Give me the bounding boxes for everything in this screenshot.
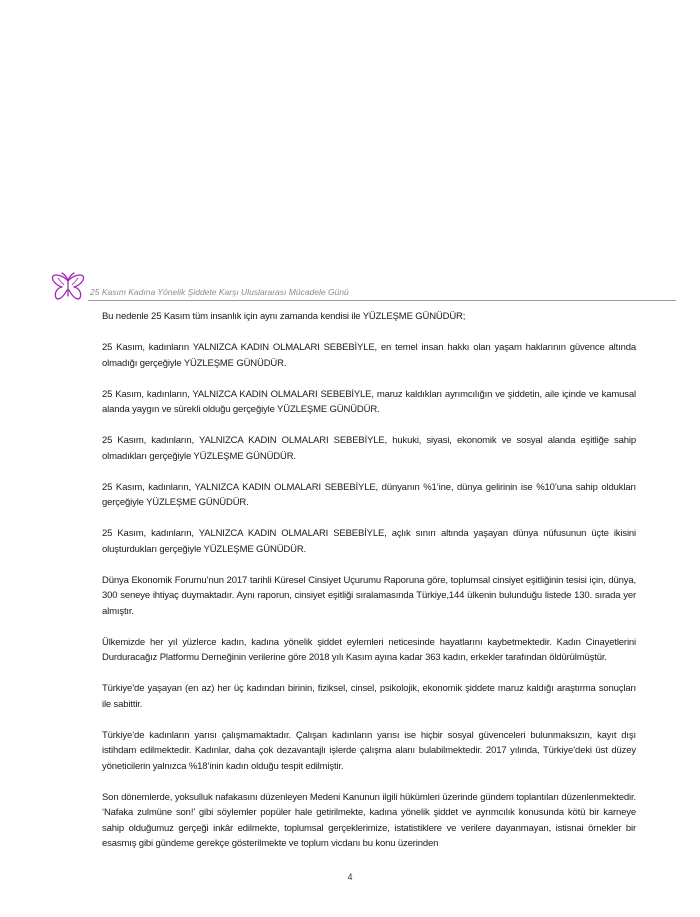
paragraph: Son dönemlerde, yoksulluk nafakasını düzenleyen Medeni Kanunun ilgili hükümleri üzerinde gündem toplantıları düzenlenmektedir. ‘Nafaka zulmüne son!’ gibi söylemler popüler hale getirilmekte, kadına yönelik şiddet ve ayrımcılık konusunda kötü bir karneye sahip olduğumuz gerçeği inkâr edilmekte, toplumsal gerçeklerimize, istatistiklere ve verilere dayanmayan, istisnai örnekler bir esasmış gibi gündeme gerekçe gösterilmekte ve toplum vicdanı bu konu üzerinden — [102, 791, 636, 849]
paragraph: 25 Kasım, kadınların, YALNIZCA KADIN OLMALARI SEBEBİYLE, açlık sınırı altında yaşayan dünya nüfusunun üçte ikisini oluşturdukları gerçeğiyle YÜZLEŞME GÜNÜDÜR. — [102, 528, 636, 555]
butterfly-icon — [50, 272, 86, 304]
document-body — [102, 309, 636, 867]
paragraph: Dünya Ekonomik Forumu’nun 2017 tarihli Küresel Cinsiyet Uçurumu Raporuna göre, toplumsal cinsiyet eşitliğinin tesisi için, dünya, 300 seneye ihtiyaç duymaktadır. Aynı raporun, cinsiyet eşitliği sıralamasında Türkiye,144 ülkenin bulunduğu listede 130. sırada yer almıştır. — [102, 574, 636, 617]
paragraph: 25 Kasım, kadınların, YALNIZCA KADIN OLMALARI SEBEBİYLE, maruz kaldıkları ayrımcılığın ve şiddetin, aile içinde ve kamusal alanda yaygın ve sürekli olduğu gerçeğiyle YÜZLEŞME GÜNÜDÜR. — [102, 388, 636, 415]
page-number: 4 — [347, 872, 353, 882]
paragraph: Ülkemizde her yıl yüzlerce kadın, kadına yönelik şiddet eylemleri neticesinde hayatlarını kaybetmektedir. Kadın Cinayetlerini Durduracağız Platformu Derneğinin verilerine göre 2018 yılı Kasım ayına kadar 363 kadın, erkekler tarafından öldürülmüştür. — [102, 636, 636, 663]
page-header — [50, 272, 678, 304]
paragraph: 25 Kasım, kadınların, YALNIZCA KADIN OLMALARI SEBEBİYLE, hukuki, siyasi, ekonomik ve sosyal alanda eşitliğe sahip olmadıkları gerçeğiyle YÜZLEŞME GÜNÜDÜR. — [102, 435, 636, 462]
header-title: 25 Kasım Kadına Yönelik Şiddete Karşı Uluslararası Mücadele Günü — [90, 287, 349, 297]
paragraph: Türkiye’de yaşayan (en az) her üç kadından birinin, fiziksel, cinsel, psikolojik, ekonomik şiddete maruz kaldığı araştırma sonuçları ile sabittir. — [102, 683, 636, 710]
paragraph: 25 Kasım, kadınların YALNIZCA KADIN OLMALARI SEBEBİYLE, en temel insan hakkı olan yaşam haklarının güvence altında olmadığı gerçeğiyle YÜZLEŞME GÜNÜDÜR. — [102, 342, 636, 369]
paragraph: Bu nedenle 25 Kasım tüm insanlık için aynı zamanda kendisi ile YÜZLEŞME GÜNÜDÜR; — [102, 311, 466, 322]
header-divider — [88, 300, 676, 301]
paragraph: Türkiye’de kadınların yarısı çalışmamaktadır. Çalışan kadınların yarısı ise hiçbir sosyal güvenceleri bulunmaksızın, kayıt dışı istihdam edilmektedir. Kadınlar, daha çok dezavantajlı işlerde çalışma alanı bulabilmektedir. 2017 yılında, Türkiye’deki üst düzey yöneticilerin yalnızca %18’inin kadın olduğu tespit edilmiştir. — [102, 729, 636, 772]
paragraph: 25 Kasım, kadınların, YALNIZCA KADIN OLMALARI SEBEBİYLE, dünyanın %1’ine, dünya gelirinin ise %10’una sahip oldukları gerçeğiyle YÜZLEŞME GÜNÜDÜR. — [102, 481, 636, 508]
